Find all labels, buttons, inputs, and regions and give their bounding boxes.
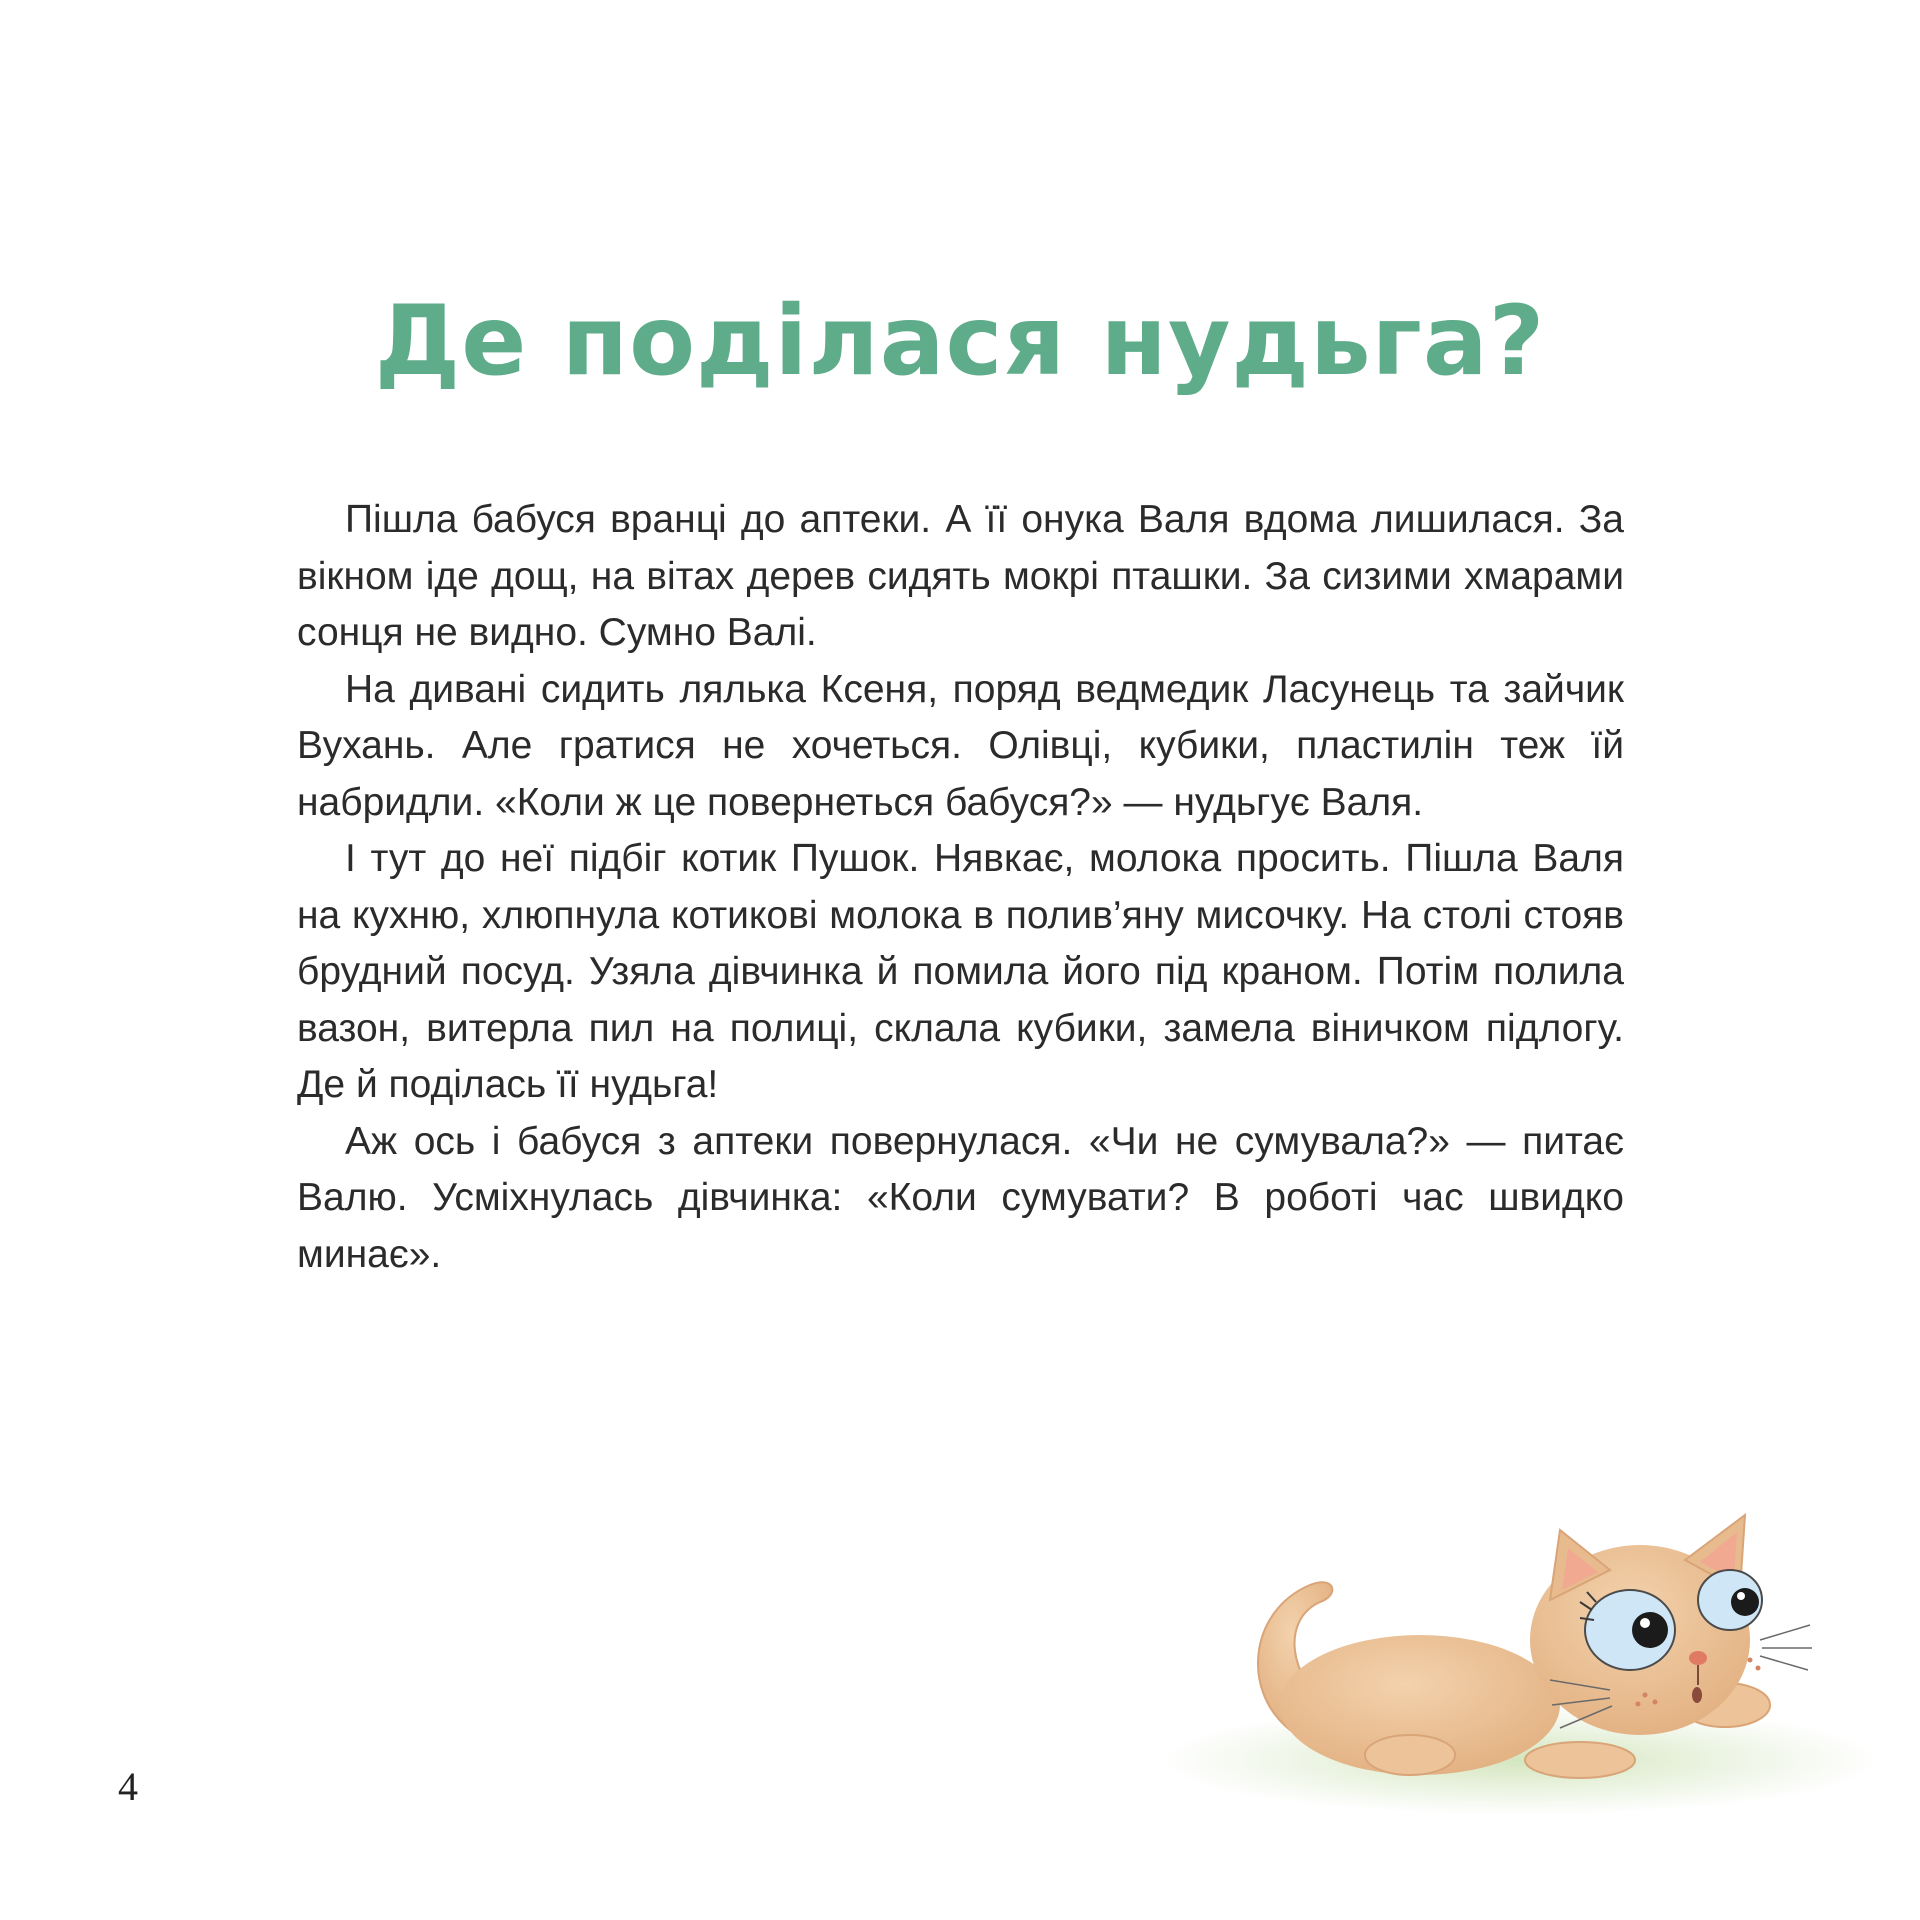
story-paragraph-3: І тут до неї підбіг котик Пушок. Нявкає, молока просить. Пішла Валя на кухню, хлюпнула котикові молока в полив’яну мисочку. На столі стояв брудний посуд. Узяла дівчинка й помила його під краном. Потім полила вазон, витерла пил на полиці, склала кубики, замела віничком підлогу. Де й поділась її нудьга!: [297, 837, 1624, 1106]
cat-front-paw-left: [1525, 1742, 1635, 1778]
cat-back-paw: [1365, 1735, 1455, 1775]
story-paragraph-2: На дивані сидить лялька Ксеня, поряд ведмедик Ласунець та зайчик Вухань. Але гратися не хочеться. Олівці, кубики, пластилін теж їй набридли. «Коли ж це повернеться бабуся?» — нудьгує Валя.: [297, 667, 1624, 824]
story-text: [297, 492, 1624, 1283]
story-paragraph-1: Пішла бабуся вранці до аптеки. А її онука Валя вдома лишилася. За вікном іде дощ, на вітах дерев сидять мокрі пташки. За сизими хмарами сонця не видно. Сумно Валі.: [297, 498, 1624, 654]
page-number: 4: [118, 1764, 138, 1809]
cat-mouth: [1692, 1687, 1702, 1703]
cat-pupil-left: [1632, 1612, 1668, 1648]
cat-icon: [1140, 1490, 1880, 1820]
story-paragraph-4: Аж ось і бабуся з аптеки повернулася. «Чи не сумувала?» — питає Валю. Усміхнулась дівчинка: «Коли сумувати? В роботі час швидко минає».: [297, 1119, 1624, 1276]
page-title: Де поділася нудьга?: [374, 285, 1546, 397]
cat-pupil-right: [1731, 1588, 1759, 1616]
cat-nose: [1689, 1651, 1707, 1665]
